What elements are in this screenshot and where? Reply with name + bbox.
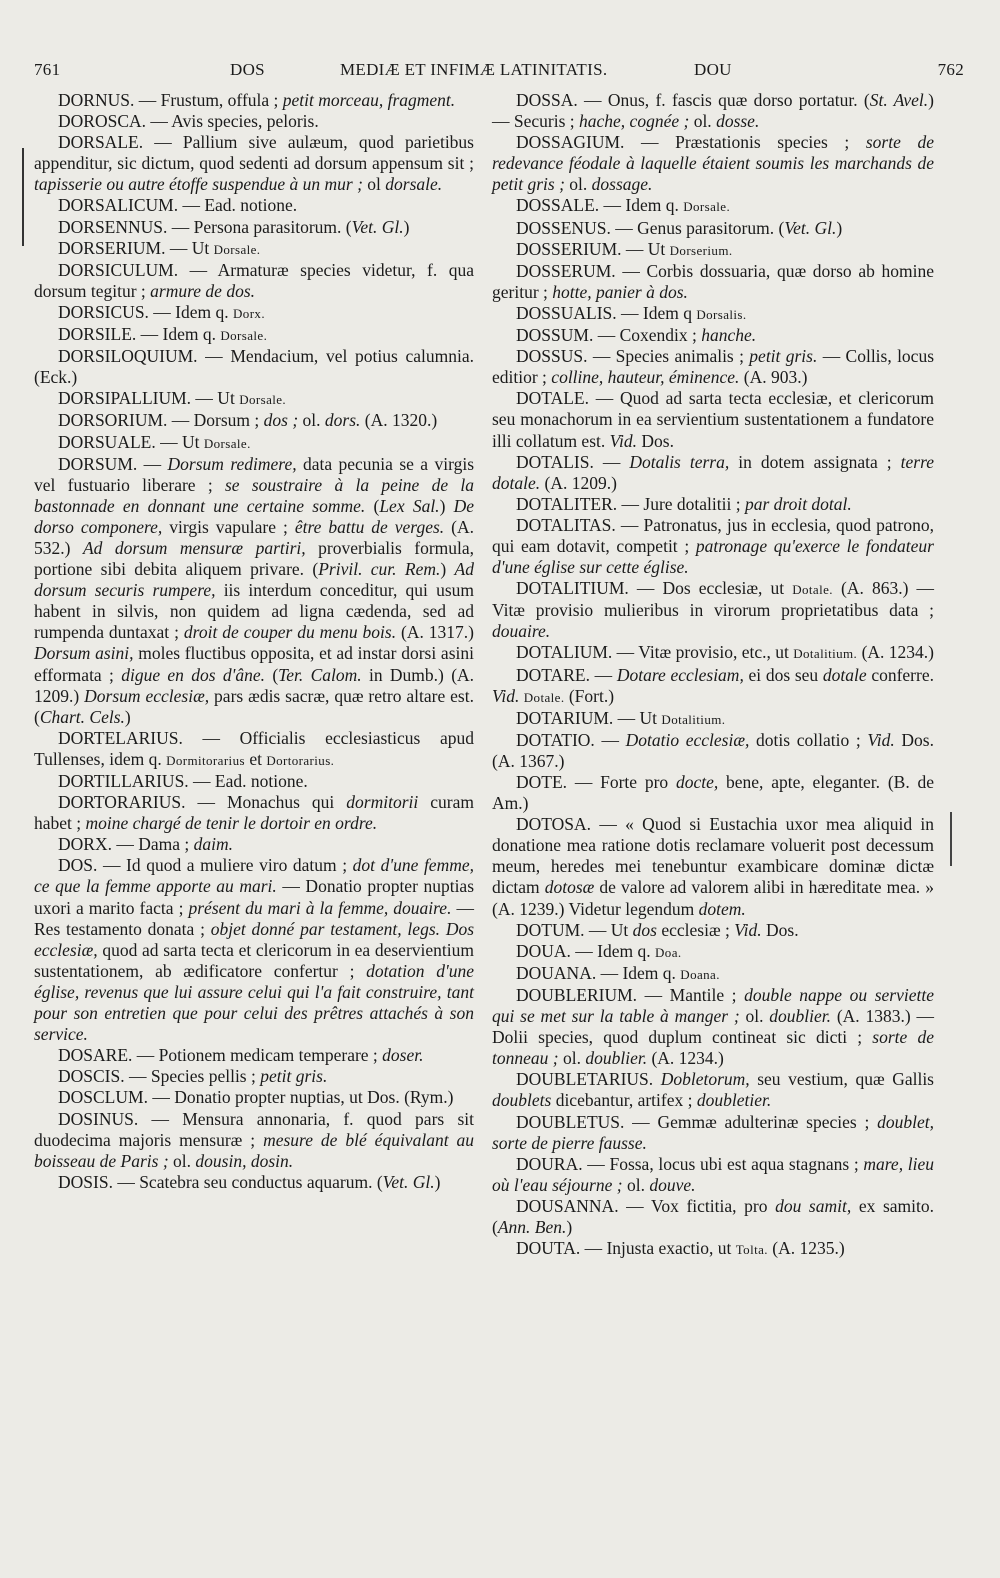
entry-italic-text: Ann. Ben. [497, 1216, 567, 1237]
entry-italic-text: moine chargé de tenir le dortoir en ordre. [85, 813, 378, 834]
entry-italic-text: dot d'une femme, ce que la femme apporte au mari. [34, 855, 474, 897]
entry-text: ecclesiæ ; [656, 919, 735, 940]
dictionary-entry [34, 195, 474, 216]
entry-cross-reference: Dortorarius. [266, 752, 335, 768]
dictionary-entry [34, 728, 474, 771]
entry-text: (A. 1234.) [857, 642, 934, 663]
entry-text: (A. 1209.) [540, 472, 617, 493]
dictionary-entry [34, 90, 474, 111]
entry-cross-reference: Dorserium. [669, 242, 733, 258]
dictionary-entry [492, 708, 934, 730]
entry-italic-text: dos ; [263, 410, 299, 431]
margin-annotation-line-right [950, 812, 952, 866]
entry-italic-text: Dotalis terra, [629, 451, 730, 472]
entry-cross-reference: Dorsale. [220, 328, 268, 344]
entry-text: ei dos seu [743, 664, 823, 685]
entry-text: DORSENNUS. — Persona parasitorum. ( [58, 216, 352, 237]
entry-text: DOROSCA. — Avis species, peloris. [58, 111, 319, 132]
entry-italic-text: Dobletorum, [660, 1069, 750, 1090]
entry-text: DOSSUM. — Coxendix ; [516, 325, 702, 346]
entry-text: DOSSAGIUM. — Præstationis species ; [516, 132, 866, 153]
entry-cross-reference: Dorsalis. [696, 306, 747, 322]
entry-text: ol [362, 174, 386, 195]
entry-italic-text: dotale [822, 664, 867, 685]
entry-italic-text: doublets [492, 1090, 552, 1111]
dictionary-entry [34, 302, 474, 324]
entry-text: DORSICUS. — Idem q. [58, 301, 234, 322]
entry-text: DOSARE. — Potionem medicam temperare ; [58, 1045, 383, 1066]
dictionary-entry [492, 261, 934, 303]
entry-text: ol. [168, 1150, 196, 1171]
entry-text: DOURA. — Fossa, locus ubi est aqua stagnans ; [516, 1153, 864, 1174]
page-title: MEDIÆ ET INFIMÆ LATINITATIS. [340, 60, 608, 79]
entry-text: DOSSUS. — Species animalis ; [516, 346, 750, 367]
margin-annotation-line [22, 148, 24, 246]
entry-text: proverbialis formula, portione sibi debita aliquem privare. ( [34, 537, 475, 580]
dictionary-entry [492, 303, 934, 325]
entry-text: DOSSUALIS. — Idem q [516, 302, 697, 323]
entry-italic-text: dossage. [591, 174, 653, 195]
dictionary-entry [492, 772, 934, 814]
entry-italic-text: sorte de tonneau ; [492, 1027, 934, 1069]
dictionary-entry [34, 132, 474, 195]
entry-text: ol. [564, 174, 592, 195]
entry-text: iis interdum conceditur, qui usum habent in silvis, non quidem ad ligna cædenda, sed ad rumpenda duntaxat ; [34, 580, 474, 643]
entry-text: DORSIPALLIUM. — Ut [58, 388, 240, 409]
entry-italic-text: Dorsum redimere, [167, 453, 297, 474]
dictionary-entry [492, 1238, 934, 1260]
entry-italic-text: mesure de blé équivalant au boisseau de Paris ; [34, 1129, 474, 1171]
entry-italic-text: hotte, panier à dos. [552, 281, 688, 302]
dictionary-entry [492, 963, 934, 985]
dictionary-entry [34, 454, 474, 728]
dictionary-entry [492, 388, 934, 451]
entry-text: DOSSERUM. — Corbis dossuaria, quæ dorso ab homine geritur ; [492, 260, 934, 302]
entry-text: DORSALICUM. — Ead. notione. [58, 195, 298, 216]
entry-text: (A. 1317.) [396, 622, 474, 643]
entry-text: DOUBLETARIUS. [516, 1069, 661, 1090]
entry-text: ) [124, 706, 131, 727]
entry-italic-text: dosse. [716, 111, 760, 132]
entry-cross-reference: Dorsale. [213, 241, 261, 257]
entry-text: ) — Securis ; [492, 90, 934, 132]
dictionary-entry [492, 1154, 934, 1196]
entry-text: ol. [622, 1174, 650, 1195]
entry-text: DOUBLETUS. — Gemmæ adulterinæ species ; [516, 1111, 878, 1132]
entry-text: ) [440, 559, 455, 580]
entry-cross-reference: Dormitorarius [166, 752, 245, 768]
entry-text: ) [566, 1216, 573, 1237]
entry-cross-reference: Dorsale. [203, 435, 251, 451]
entry-text: — Res testamento donata ; [34, 897, 475, 939]
entry-text: dotis collatio ; [749, 729, 868, 750]
entry-text: DORSILE. — Idem q. [58, 324, 221, 345]
entry-italic-text: sorte de redevance féodale à laquelle étaient soumis les marchands de petit gris ; [492, 132, 934, 195]
entry-text: DOUTA. — Injusta exactio, ut [516, 1238, 736, 1259]
entry-text: conferre. [866, 664, 934, 685]
dictionary-entry [34, 432, 474, 454]
entry-italic-text: dotem. [698, 898, 746, 919]
entry-italic-text: Dorsum ecclesiæ, [84, 685, 210, 706]
entry-italic-text: dotosæ [544, 877, 595, 898]
dictionary-entry [492, 239, 934, 261]
entry-text: DOTALIUM. — Vitæ provisio, etc., ut [516, 642, 794, 663]
entry-cross-reference: Dotalitium. [793, 646, 858, 662]
entry-text: DOTATIO. — [516, 729, 626, 750]
dictionary-entry [34, 324, 474, 346]
entry-italic-text: dou samit, [775, 1195, 852, 1216]
dictionary-entry [492, 1112, 934, 1154]
entry-italic-text: docte, [675, 772, 719, 792]
entry-italic-text: Privil. cur. Rem. [318, 559, 441, 580]
entry-text: DORSERIUM. — Ut [58, 237, 214, 258]
entry-text: pars ædis sacræ, quæ retro altare est. ( [34, 685, 474, 727]
dictionary-entry [34, 260, 474, 302]
entry-italic-text: Ter. Calom. [278, 664, 362, 685]
entry-italic-text: Vet. Gl. [382, 1171, 435, 1192]
dictionary-entry [492, 1069, 934, 1111]
dictionary-entry [492, 452, 934, 494]
entry-text: DORSALE. — Pallium sive aulæum, quod parietibus appenditur, sic dictum, quod sedenti ad dorsum appensum sit ; [34, 132, 474, 174]
dictionary-entry [492, 1196, 934, 1238]
entry-italic-text: terre dotale. [492, 451, 934, 493]
entry-italic-text: Lex Sal. [379, 495, 440, 516]
dictionary-entry [34, 792, 474, 834]
entry-text: DOTUM. — Ut [516, 919, 633, 940]
entry-text: — Collis, locus editior ; [492, 346, 935, 388]
entry-text: DOTALIS. — [516, 451, 630, 472]
dictionary-entry [492, 132, 934, 195]
dictionary-entry [34, 1045, 474, 1066]
entry-text: DORNUS. — Frustum, offula ; [58, 90, 283, 110]
entry-text: DORTILLARIUS. — Ead. notione. [58, 771, 308, 791]
right-column [492, 90, 934, 1260]
entry-italic-text: double nappe ou serviette qui se met sur la table à manger ; [492, 984, 934, 1027]
dictionary-entry [492, 814, 934, 919]
entry-text: (A. 863.) — Vitæ provisio mulieribus in virorum proprietatibus data ; [492, 578, 935, 621]
entry-text: (A. 1235.) [767, 1238, 845, 1259]
entry-italic-text: Chart. Cels. [39, 706, 125, 727]
entry-text: seu vestium, quæ Gallis [749, 1069, 934, 1090]
dictionary-entry [492, 515, 934, 578]
entry-text: DOSSERIUM. — Ut [516, 238, 670, 259]
entry-text: ol. [558, 1048, 586, 1069]
dictionary-entry [492, 494, 934, 515]
entry-italic-text: petit gris. [260, 1066, 328, 1087]
entry-text: ( [265, 664, 279, 685]
entry-italic-text: doubletier. [696, 1090, 772, 1111]
entry-cross-reference: Dotalitium. [661, 711, 726, 727]
entry-text: ) [439, 495, 454, 516]
entry-cross-reference: Doa. [655, 944, 682, 960]
entry-italic-text: dors. [324, 410, 361, 431]
entry-text: DOTARIUM. — Ut [516, 707, 662, 728]
entry-italic-text: être battu de verges. [294, 516, 445, 537]
entry-cross-reference: Dorsale. [239, 392, 287, 408]
entry-text: in dotem assignata ; [729, 451, 901, 472]
entry-text: (Fort.) [564, 685, 615, 706]
entry-italic-text: Dorsum asini, [34, 643, 134, 664]
dictionary-entry [34, 388, 474, 410]
entry-text: et [244, 748, 267, 769]
entry-italic-text: présent du mari à la femme, douaire. [188, 897, 452, 918]
dictionary-entry [34, 834, 474, 855]
entry-italic-text: Vet. Gl. [351, 216, 404, 237]
entry-text: ( [365, 495, 380, 516]
entry-text: Dos. (A. 1367.) [492, 729, 934, 771]
entry-italic-text: mare, lieu où l'eau séjourne ; [492, 1153, 934, 1195]
dictionary-entry [34, 346, 474, 388]
entry-text: DOTALITIUM. — Dos ecclesiæ, ut [516, 578, 793, 599]
entry-italic-text: dousin, dosin. [195, 1150, 294, 1171]
entry-text: DOUBLERIUM. — Mantile ; [516, 984, 745, 1005]
entry-text: DOSIS. — Scatebra seu conductus aquarum. ( [58, 1171, 383, 1192]
entry-text: DOUA. — Idem q. [516, 940, 656, 961]
entry-text: (A. 1320.) [360, 410, 438, 431]
entry-text: DOSSENUS. — Genus parasitorum. ( [516, 217, 785, 238]
entry-text: DORSORIUM. — Dorsum ; [58, 410, 264, 431]
entry-text: DORTORARIUS. — Monachus qui [58, 792, 347, 813]
entry-cross-reference: Dorx. [233, 305, 265, 321]
entry-text: DOUSANNA. — Vox fictitia, pro [516, 1195, 776, 1216]
entry-text: ) [836, 217, 843, 238]
entry-italic-text: objet donné par testament, legs. [210, 918, 441, 939]
entry-text: DOS. — Id quod a muliere viro datum ; [58, 855, 353, 876]
dictionary-entry [492, 920, 934, 941]
entry-text: DOTALE. — Quod ad sarta tecta ecclesiæ, et clericorum seu monachorum in ea servientium sustentationem a fundatore illi collatum est. [492, 388, 934, 451]
dictionary-entry [492, 325, 934, 346]
entry-text: ) [434, 1171, 441, 1192]
dictionary-entry [492, 195, 934, 217]
entry-italic-text: daim. [193, 834, 233, 855]
entry-text: curam habet ; [34, 792, 475, 834]
entry-italic-text: dorsale. [385, 174, 443, 195]
dictionary-entry [492, 642, 934, 664]
entry-italic-text: Ad dorsum mensuræ partiri, [82, 537, 306, 558]
entry-text: (A. 1383.) — Dolii species, quod duplum contineat sic dicti ; [492, 1006, 934, 1048]
dictionary-entry [34, 410, 474, 431]
entry-text: DOTALITER. — Jure dotalitii ; [516, 493, 745, 514]
entry-italic-text: colline, hauteur, éminence. [551, 367, 740, 388]
entry-italic-text: douve. [649, 1174, 696, 1195]
entry-italic-text: dos [632, 919, 657, 940]
entry-text: DOSSA. — Onus, f. fascis quæ dorso portatur. ( [516, 90, 870, 110]
entry-text: ol. [739, 1006, 770, 1027]
entry-text: DOSSALE. — Idem q. [516, 195, 684, 216]
dictionary-entry [492, 346, 934, 388]
entry-text: DOTALITAS. — Patronatus, jus in ecclesia, quod patrono, qui eam dotavit, competit ; [492, 514, 934, 556]
running-header [34, 60, 964, 86]
entry-text: ol. [298, 410, 325, 431]
entry-cross-reference: Doana. [680, 966, 720, 982]
entry-italic-text: Vid. [492, 685, 520, 706]
entry-italic-text: De dorso componere, [34, 495, 475, 537]
dictionary-entry [34, 1087, 474, 1108]
entry-text: in Dumb.) (A. 1209.) [34, 664, 475, 706]
entry-italic-text: Ad dorsum securis rumpere, [34, 559, 474, 601]
left-column [34, 90, 474, 1193]
entry-text: DORX. — Dama ; [58, 834, 194, 855]
right-guide-word: DOU [694, 60, 732, 79]
dictionary-entry [34, 1109, 474, 1172]
entry-italic-text: tapisserie ou autre étoffe suspendue à un mur ; [34, 174, 363, 195]
entry-italic-text: doublier. [585, 1048, 648, 1069]
entry-text: DOTE. — Forte pro [516, 772, 676, 792]
entry-italic-text: patronage qu'exerce le fondateur d'une église sur cette église. [492, 535, 934, 578]
dictionary-entry [492, 90, 934, 132]
entry-italic-text: se soustraire à la peine de la bastonnade en donnant une certaine somme. [34, 474, 474, 516]
entry-italic-text: doublier. [769, 1006, 832, 1027]
entry-text: moles fluctibus opposita, et ad instar dorsi asini efformata ; [34, 643, 474, 685]
dictionary-entry [492, 985, 934, 1069]
entry-cross-reference: Dorsale. [683, 199, 731, 215]
entry-text: data pecunia se a virgis vel fustuario liberare ; [34, 453, 474, 495]
dictionary-entry [34, 1066, 474, 1087]
entry-italic-text: douaire. [492, 621, 551, 642]
entry-text: DOTARE. — [516, 664, 617, 685]
entry-text: DOUANA. — Idem q. [516, 962, 681, 983]
entry-italic-text: dotation d'une église, revenus que lui assure celui qui l'a fait construire, tant pour son entretien que pour celui des prêtres attachés à son service. [34, 960, 474, 1045]
entry-text: DORSILOQUIUM. — Mendacium, vel potius calumnia. (Eck.) [34, 346, 474, 388]
entry-italic-text: doser. [382, 1045, 424, 1066]
entry-text: dicebantur, artifex ; [551, 1090, 697, 1111]
entry-text: (A. 1234.) [647, 1048, 724, 1069]
dictionary-entry [492, 941, 934, 963]
entry-text: — Donatio propter nuptias uxori a marito facta ; [34, 876, 475, 918]
entry-italic-text: Vid. [734, 919, 762, 940]
entry-italic-text: par droit dotal. [744, 493, 852, 514]
entry-italic-text: St. Avel. [869, 90, 929, 110]
entry-italic-text: Vid. [867, 729, 895, 750]
entry-italic-text: petit gris. [749, 346, 818, 367]
dictionary-entry [34, 855, 474, 1045]
entry-text: virgis vapulare ; [162, 516, 295, 537]
entry-cross-reference: Dotale. [523, 689, 565, 705]
entry-italic-text: hanche. [701, 325, 757, 346]
entry-text: DOSCLUM. — Donatio propter nuptias, ut Dos. (Rym.) [58, 1087, 454, 1108]
entry-cross-reference: Dotale. [792, 582, 833, 598]
entry-italic-text: Vet. Gl. [784, 217, 837, 238]
dictionary-entry [492, 578, 934, 642]
entry-text: quod ad sarta tecta et clericorum in ea deservientium sustentationem, ab ædificatore confertur ; [34, 939, 474, 981]
entry-italic-text: Dos ecclesiæ, [34, 918, 475, 960]
entry-text: Dos. [761, 919, 799, 940]
dictionary-entry [34, 771, 474, 792]
dictionary-entry [34, 217, 474, 238]
entry-italic-text: droit de couper du menu bois. [183, 622, 397, 643]
left-page-number: 761 [34, 60, 61, 79]
dictionary-entry [492, 218, 934, 239]
entry-text: ol. [689, 111, 717, 132]
entry-text: DORSUM. — [58, 453, 168, 474]
dictionary-entry [34, 111, 474, 132]
entry-text: DORSUALE. — Ut [58, 431, 204, 452]
entry-text: bene, apte, eleganter. (B. de Am.) [492, 772, 934, 814]
entry-text: (A. 903.) [739, 367, 808, 388]
entry-italic-text: dormitorii [346, 792, 419, 813]
entry-italic-text: petit morceau, fragment. [282, 90, 456, 110]
entry-text: de valore ad valorem alibi in hæreditate mea. » (A. 1239.) Videtur legendum [492, 877, 934, 919]
entry-italic-text: doublet, sorte de pierre fausse. [492, 1111, 934, 1153]
dictionary-entry [34, 1172, 474, 1193]
entry-text: DORTELARIUS. — Officialis ecclesiasticus apud Tullenses, idem q. [34, 727, 474, 769]
right-page-number: 762 [937, 60, 964, 79]
entry-text: DOSCIS. — Species pellis ; [58, 1066, 261, 1087]
entry-italic-text: digue en dos d'âne. [121, 664, 265, 685]
entry-cross-reference: Tolta. [735, 1242, 768, 1258]
entry-text: DOSINUS. — Mensura annonaria, f. quod pars sit duodecima majoris mensuræ ; [34, 1108, 474, 1150]
dictionary-entry [492, 665, 934, 708]
entry-italic-text: Vid. [609, 430, 638, 451]
entry-text: DORSICULUM. — Armaturæ species videtur, f. qua dorsum tegitur ; [34, 259, 474, 301]
entry-italic-text: Dotare ecclesiam, [616, 664, 744, 685]
entry-text: Dos. [637, 430, 674, 451]
entry-text: (A. 532.) [34, 516, 474, 558]
entry-text: ex samito. ( [492, 1195, 934, 1237]
entry-italic-text: hache, cognée ; [579, 111, 690, 132]
entry-italic-text: Dotatio ecclesiæ, [625, 729, 750, 750]
dictionary-entry [492, 730, 934, 772]
entry-italic-text: armure de dos. [150, 280, 256, 301]
dictionary-entry [34, 238, 474, 260]
entry-text: DOTOSA. — « Quod si Eustachia uxor mea aliquid in donatione mea ratione dotis reclamare voluerit post decessum meum, heredes mei tenebuntur exambicare dominæ dictæ dictam [492, 814, 934, 898]
entry-text: ) [403, 216, 410, 237]
left-guide-word: DOS [230, 60, 265, 79]
